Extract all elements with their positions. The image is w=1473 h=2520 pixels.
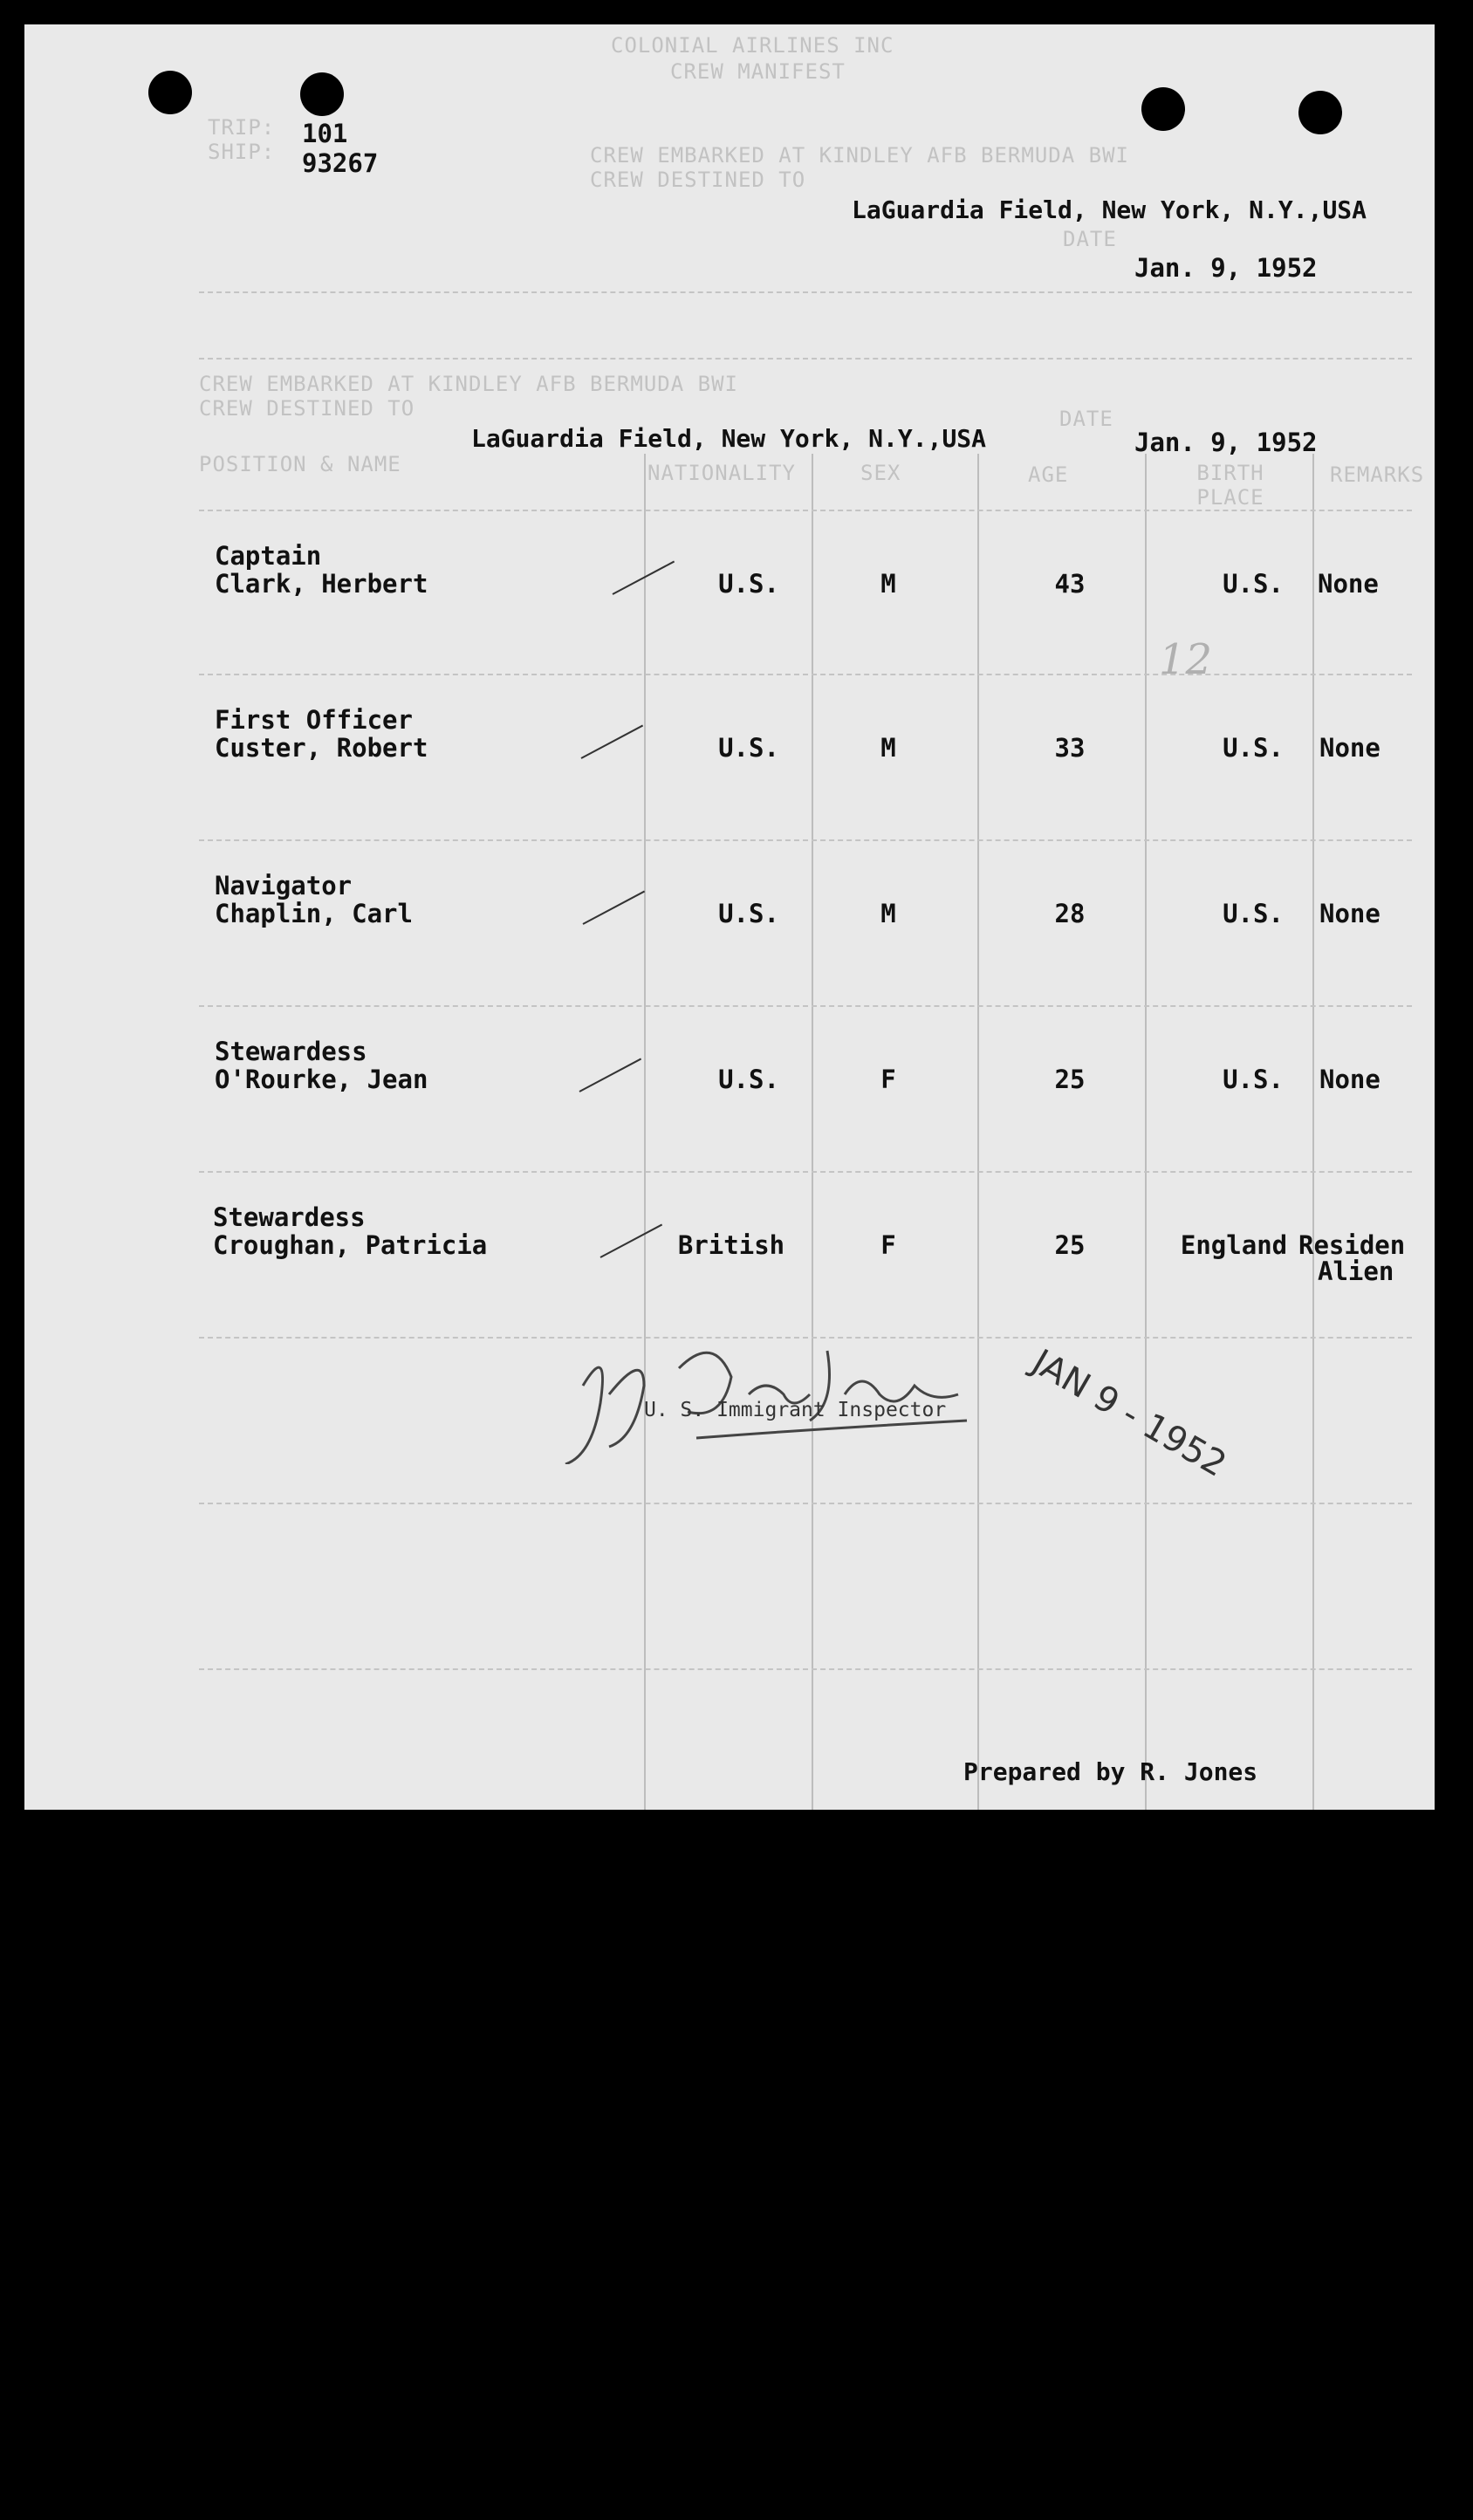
- birthplace: England: [1180, 1230, 1288, 1260]
- crew-name: Croughan, Patricia: [213, 1230, 488, 1260]
- section-embarked-line: CREW EMBARKED AT KINDLEY AFB BERMUDA BWI: [199, 372, 738, 396]
- crew-name: Custer, Robert: [215, 733, 428, 763]
- position: Stewardess: [213, 1202, 366, 1232]
- divider: [199, 358, 1412, 360]
- prepared-by: Prepared by R. Jones: [963, 1757, 1258, 1786]
- company-name: COLONIAL AIRLINES INC: [611, 33, 894, 58]
- sex: F: [880, 1230, 896, 1260]
- column-line: [1145, 454, 1147, 1810]
- column-line: [977, 454, 979, 1810]
- punch-hole-2: [300, 72, 344, 116]
- col-header-age: AGE: [1028, 462, 1069, 487]
- section-destination: LaGuardia Field, New York, N.Y.,USA: [471, 424, 987, 453]
- sex: M: [880, 899, 896, 928]
- embarked-line: CREW EMBARKED AT KINDLEY AFB BERMUDA BWI: [590, 143, 1129, 168]
- section-destined-line: CREW DESTINED TO: [199, 396, 415, 421]
- remarks: None: [1319, 899, 1381, 928]
- check-mark: [579, 1058, 642, 1092]
- remarks: None: [1318, 569, 1379, 599]
- nationality: British: [677, 1230, 785, 1260]
- position: First Officer: [215, 705, 413, 735]
- row-line: [199, 1171, 1412, 1173]
- pencil-note: 12: [1159, 635, 1213, 684]
- remarks-continued: Alien: [1318, 1257, 1394, 1286]
- position: Stewardess: [215, 1037, 367, 1066]
- date: Jan. 9, 1952: [1134, 253, 1318, 283]
- row-line: [199, 510, 1412, 511]
- ship-label: SHIP:: [208, 140, 276, 164]
- crew-name: O'Rourke, Jean: [215, 1065, 428, 1094]
- trip-number: 101: [302, 119, 348, 148]
- inspector-caption: U. S. Immigrant Inspector: [644, 1399, 947, 1421]
- age: 28: [1054, 899, 1086, 928]
- punch-hole-3: [1141, 87, 1185, 131]
- birthplace: U.S.: [1223, 733, 1284, 763]
- crew-name: Chaplin, Carl: [215, 899, 413, 928]
- section-date: Jan. 9, 1952: [1134, 428, 1318, 457]
- destination: LaGuardia Field, New York, N.Y.,USA: [852, 195, 1367, 224]
- form-title: CREW MANIFEST: [670, 59, 846, 84]
- destined-line: CREW DESTINED TO: [590, 168, 806, 192]
- sex: M: [880, 733, 896, 763]
- punch-hole-1: [148, 71, 192, 114]
- birthplace: U.S.: [1223, 1065, 1284, 1094]
- birthplace: U.S.: [1223, 899, 1284, 928]
- nationality: U.S.: [718, 733, 779, 763]
- col-header-birth-place: BIRTH PLACE: [1196, 461, 1264, 510]
- column-line: [644, 454, 646, 1810]
- row-line: [199, 674, 1412, 675]
- nationality: U.S.: [718, 899, 779, 928]
- col-header-remarks: REMARKS: [1330, 462, 1425, 487]
- section-date-label: DATE: [1059, 407, 1113, 431]
- trip-label: TRIP:: [208, 115, 276, 140]
- age: 25: [1054, 1230, 1086, 1260]
- remarks: Residen: [1298, 1230, 1406, 1260]
- sex: F: [880, 1065, 896, 1094]
- col-header-nationality: NATIONALITY: [647, 461, 796, 485]
- position: Navigator: [215, 871, 353, 900]
- column-line: [1312, 454, 1314, 1810]
- row-line: [199, 839, 1412, 841]
- remarks: None: [1319, 1065, 1381, 1094]
- col-header-sex: SEX: [860, 461, 901, 485]
- inspector-signature: [548, 1316, 1037, 1464]
- sex: M: [880, 569, 896, 599]
- column-line: [812, 454, 813, 1810]
- age: 33: [1054, 733, 1086, 763]
- check-mark: [600, 1224, 663, 1258]
- crew-name: Clark, Herbert: [215, 569, 428, 599]
- age: 25: [1054, 1065, 1086, 1094]
- position: Captain: [215, 541, 322, 571]
- remarks: None: [1319, 733, 1381, 763]
- manifest-page: [24, 24, 1435, 1810]
- check-mark: [583, 891, 646, 925]
- age: 43: [1054, 569, 1086, 599]
- nationality: U.S.: [718, 569, 779, 599]
- date-stamp: JAN 9 - 1952: [1025, 1342, 1233, 1485]
- row-line: [199, 1668, 1412, 1670]
- nationality: U.S.: [718, 1065, 779, 1094]
- row-line: [199, 1503, 1412, 1504]
- divider: [199, 291, 1412, 293]
- punch-hole-4: [1298, 91, 1342, 134]
- col-header-position-name: POSITION & NAME: [199, 452, 401, 476]
- check-mark: [581, 725, 644, 759]
- row-line: [199, 1005, 1412, 1007]
- birthplace: U.S.: [1223, 569, 1284, 599]
- date-label: DATE: [1063, 227, 1117, 251]
- ship-number: 93267: [302, 148, 379, 178]
